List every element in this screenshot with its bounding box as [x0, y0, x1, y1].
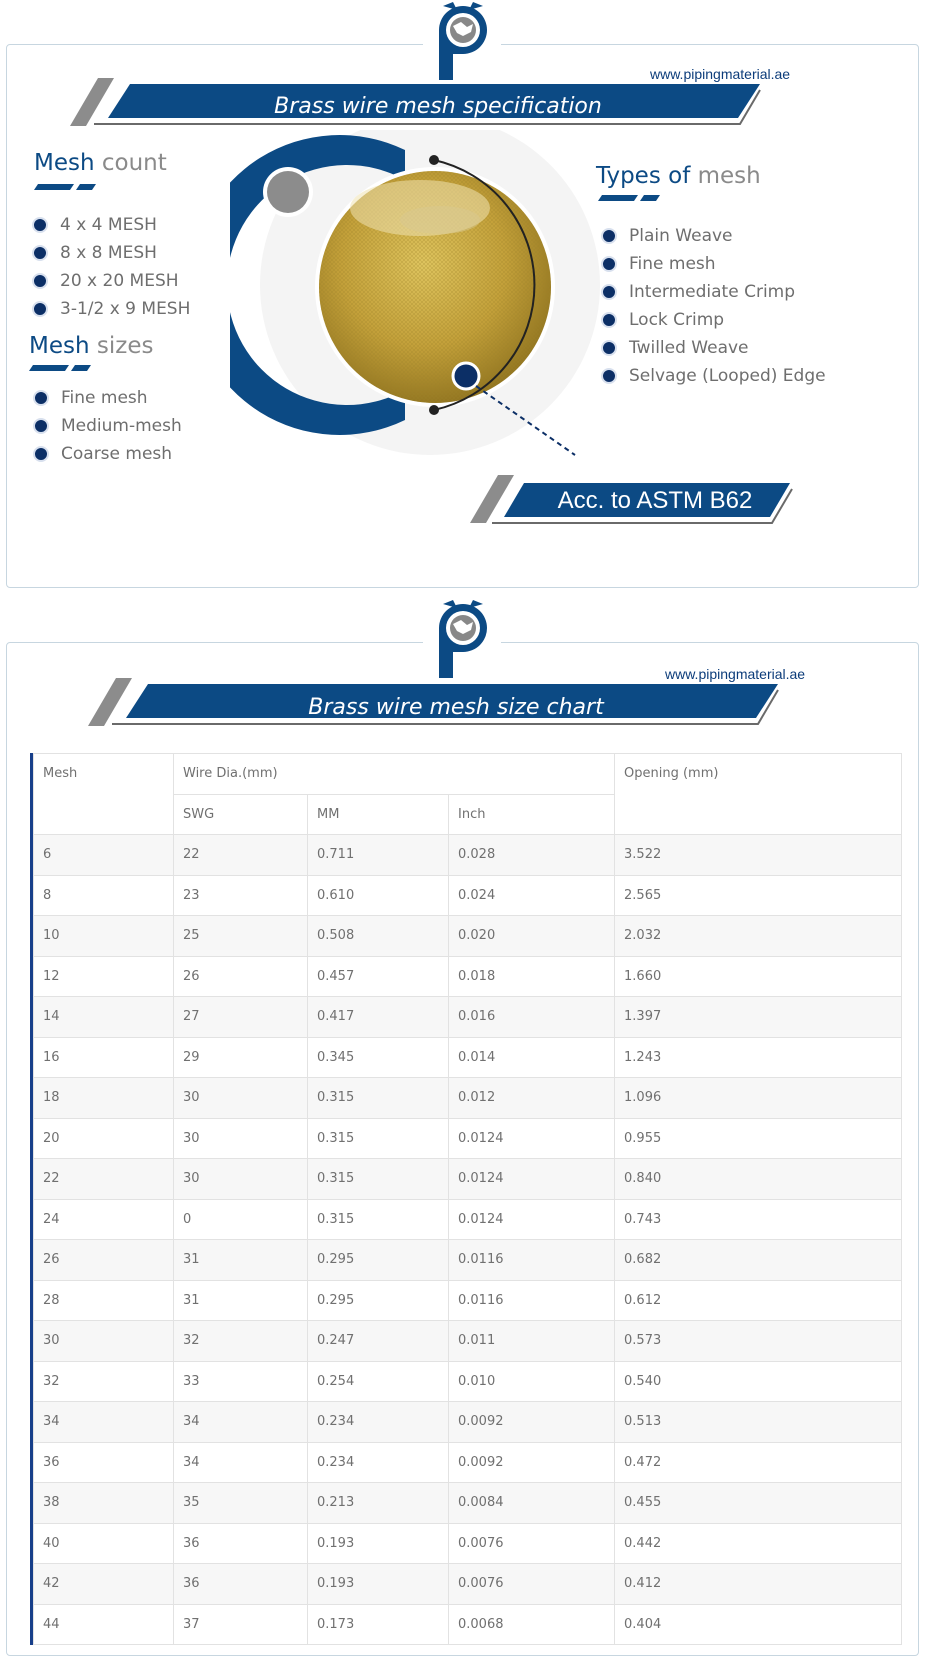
- cell-swg: 36: [174, 1564, 308, 1605]
- cell-mesh: 32: [34, 1361, 174, 1402]
- list-item: Fine mesh: [33, 387, 182, 415]
- cell-inch: 0.012: [449, 1078, 615, 1119]
- bullet-icon: [32, 245, 48, 261]
- cell-inch: 0.011: [449, 1321, 615, 1362]
- list-item: Coarse mesh: [33, 443, 182, 471]
- cell-opening: 0.612: [615, 1280, 902, 1321]
- cell-swg: 31: [174, 1240, 308, 1281]
- list-item: Plain Weave: [601, 225, 826, 253]
- cell-mesh: 40: [34, 1523, 174, 1564]
- cell-mesh: 26: [34, 1240, 174, 1281]
- list-item: 3-1/2 x 9 MESH: [32, 298, 190, 326]
- size-chart-table: [33, 753, 902, 1645]
- cell-swg: 25: [174, 916, 308, 957]
- cell-opening: 0.682: [615, 1240, 902, 1281]
- table-row: [34, 1402, 902, 1443]
- cell-swg: 31: [174, 1280, 308, 1321]
- cell-inch: 0.0124: [449, 1159, 615, 1200]
- cell-opening: 0.513: [615, 1402, 902, 1443]
- header-mm: MM: [308, 794, 449, 835]
- mesh-count-heading-accent: Mesh: [34, 150, 95, 176]
- astm-standard-label: Acc. to ASTM B62: [557, 487, 753, 514]
- mesh-count-underline: [32, 184, 98, 190]
- cell-swg: 30: [174, 1078, 308, 1119]
- cell-inch: 0.0116: [449, 1280, 615, 1321]
- cell-mesh: 44: [34, 1604, 174, 1645]
- list-item: Twilled Weave: [601, 337, 826, 365]
- website-url: www.pipingmaterial.ae: [650, 66, 791, 82]
- table-row: [34, 1037, 902, 1078]
- cell-inch: 0.0116: [449, 1240, 615, 1281]
- cell-swg: 33: [174, 1361, 308, 1402]
- cell-swg: 30: [174, 1118, 308, 1159]
- mesh-sizes-list: [33, 387, 182, 471]
- cell-opening: 0.573: [615, 1321, 902, 1362]
- cell-swg: 34: [174, 1402, 308, 1443]
- cell-opening: 3.522: [615, 835, 902, 876]
- table-row: [34, 1483, 902, 1524]
- cell-swg: 37: [174, 1604, 308, 1645]
- bullet-icon: [32, 273, 48, 289]
- cell-mm: 0.247: [308, 1321, 449, 1362]
- cell-mm: 0.417: [308, 997, 449, 1038]
- cell-mesh: 42: [34, 1564, 174, 1605]
- size-chart-title: Brass wire mesh size chart: [308, 695, 604, 720]
- table-row: [34, 1240, 902, 1281]
- cell-inch: 0.0092: [449, 1442, 615, 1483]
- mesh-sizes-underline: [27, 365, 93, 371]
- header-inch: Inch: [449, 794, 615, 835]
- table-row: [34, 1442, 902, 1483]
- size-chart-body: [34, 835, 902, 1645]
- cell-opening: 1.243: [615, 1037, 902, 1078]
- cell-mesh: 16: [34, 1037, 174, 1078]
- table-row: [34, 1159, 902, 1200]
- cell-mm: 0.193: [308, 1523, 449, 1564]
- cell-mesh: 12: [34, 956, 174, 997]
- cell-inch: 0.0092: [449, 1402, 615, 1443]
- cell-mm: 0.315: [308, 1078, 449, 1119]
- table-row: [34, 1361, 902, 1402]
- list-item: Selvage (Looped) Edge: [601, 365, 826, 393]
- mesh-count-heading-rest: count: [94, 150, 167, 176]
- cell-opening: 2.565: [615, 875, 902, 916]
- cell-mm: 0.315: [308, 1159, 449, 1200]
- bullet-icon: [32, 301, 48, 317]
- cell-mesh: 10: [34, 916, 174, 957]
- cell-inch: 0.016: [449, 997, 615, 1038]
- cell-inch: 0.028: [449, 835, 615, 876]
- cell-swg: 22: [174, 835, 308, 876]
- specification-title: Brass wire mesh specification: [274, 94, 602, 119]
- cell-opening: 0.955: [615, 1118, 902, 1159]
- cell-swg: 23: [174, 875, 308, 916]
- cell-swg: 30: [174, 1159, 308, 1200]
- cell-opening: 1.660: [615, 956, 902, 997]
- list-item: Lock Crimp: [601, 309, 826, 337]
- list-item: 4 x 4 MESH: [32, 214, 190, 242]
- cell-mm: 0.173: [308, 1604, 449, 1645]
- cell-swg: 26: [174, 956, 308, 997]
- cell-mm: 0.315: [308, 1118, 449, 1159]
- header-swg: SWG: [174, 794, 308, 835]
- bullet-icon: [33, 446, 49, 462]
- table-row: [34, 1604, 902, 1645]
- cell-mesh: 18: [34, 1078, 174, 1119]
- cell-opening: 1.397: [615, 997, 902, 1038]
- cell-opening: 0.840: [615, 1159, 902, 1200]
- list-item: Medium-mesh: [33, 415, 182, 443]
- list-item: 20 x 20 MESH: [32, 270, 190, 298]
- brass-mesh-roll-illustration: [230, 130, 630, 470]
- cell-mm: 0.234: [308, 1442, 449, 1483]
- cell-inch: 0.014: [449, 1037, 615, 1078]
- cell-mesh: 14: [34, 997, 174, 1038]
- cell-mm: 0.345: [308, 1037, 449, 1078]
- cell-inch: 0.0076: [449, 1523, 615, 1564]
- types-heading-rest: mesh: [690, 163, 761, 189]
- bullet-icon: [33, 418, 49, 434]
- specification-banner: [70, 78, 806, 134]
- cell-inch: 0.020: [449, 916, 615, 957]
- cell-mm: 0.610: [308, 875, 449, 916]
- mesh-sizes-heading: [29, 333, 153, 359]
- bullet-icon: [33, 390, 49, 406]
- cell-swg: 34: [174, 1442, 308, 1483]
- cell-mesh: 8: [34, 875, 174, 916]
- cell-mm: 0.295: [308, 1280, 449, 1321]
- table-row: [34, 1078, 902, 1119]
- cell-swg: 0: [174, 1199, 308, 1240]
- mesh-sizes-heading-rest: sizes: [89, 333, 154, 359]
- cell-mesh: 30: [34, 1321, 174, 1362]
- cell-mesh: 34: [34, 1402, 174, 1443]
- mesh-count-list: [32, 214, 190, 326]
- cell-mesh: 38: [34, 1483, 174, 1524]
- cell-opening: 0.540: [615, 1361, 902, 1402]
- cell-swg: 35: [174, 1483, 308, 1524]
- cell-mm: 0.508: [308, 916, 449, 957]
- cell-opening: 1.096: [615, 1078, 902, 1119]
- cell-opening: 0.412: [615, 1564, 902, 1605]
- table-row: [34, 956, 902, 997]
- cell-inch: 0.018: [449, 956, 615, 997]
- list-item: Intermediate Crimp: [601, 281, 826, 309]
- cell-swg: 36: [174, 1523, 308, 1564]
- table-row: [34, 875, 902, 916]
- cell-mm: 0.193: [308, 1564, 449, 1605]
- cell-inch: 0.0068: [449, 1604, 615, 1645]
- cell-opening: 0.472: [615, 1442, 902, 1483]
- mesh-sizes-heading-accent: Mesh: [29, 333, 90, 359]
- brand-logo-icon: [423, 0, 501, 82]
- table-row: [34, 1523, 902, 1564]
- table-row: [34, 1118, 902, 1159]
- table-row: [34, 1199, 902, 1240]
- table-row: [34, 1564, 902, 1605]
- cell-swg: 27: [174, 997, 308, 1038]
- cell-mm: 0.457: [308, 956, 449, 997]
- cell-mm: 0.315: [308, 1199, 449, 1240]
- cell-opening: 0.455: [615, 1483, 902, 1524]
- cell-mm: 0.711: [308, 835, 449, 876]
- cell-mesh: 24: [34, 1199, 174, 1240]
- types-heading-accent: Types of: [596, 163, 691, 189]
- cell-inch: 0.024: [449, 875, 615, 916]
- cell-mesh: 6: [34, 835, 174, 876]
- cell-inch: 0.010: [449, 1361, 615, 1402]
- cell-mesh: 20: [34, 1118, 174, 1159]
- table-row: [34, 997, 902, 1038]
- list-item: Fine mesh: [601, 253, 826, 281]
- brand-logo-icon: [423, 598, 501, 680]
- cell-opening: 2.032: [615, 916, 902, 957]
- website-url: www.pipingmaterial.ae: [665, 666, 806, 682]
- header-opening: Opening (mm): [615, 754, 902, 835]
- types-of-mesh-list: [601, 225, 826, 393]
- bullet-icon: [32, 217, 48, 233]
- cell-inch: 0.0084: [449, 1483, 615, 1524]
- list-item: 8 x 8 MESH: [32, 242, 190, 270]
- astm-standard-banner: [470, 475, 820, 531]
- cell-inch: 0.0124: [449, 1199, 615, 1240]
- size-chart-table-container: [30, 753, 901, 1645]
- header-wire-dia: Wire Dia.(mm): [174, 754, 615, 795]
- cell-swg: 32: [174, 1321, 308, 1362]
- table-row: [34, 1280, 902, 1321]
- cell-opening: 0.404: [615, 1604, 902, 1645]
- cell-opening: 0.743: [615, 1199, 902, 1240]
- cell-opening: 0.442: [615, 1523, 902, 1564]
- cell-mesh: 36: [34, 1442, 174, 1483]
- size-chart-banner: [88, 678, 824, 734]
- cell-mm: 0.234: [308, 1402, 449, 1443]
- cell-inch: 0.0124: [449, 1118, 615, 1159]
- mesh-count-heading: [34, 150, 167, 176]
- table-row: [34, 916, 902, 957]
- cell-mm: 0.295: [308, 1240, 449, 1281]
- cell-mesh: 22: [34, 1159, 174, 1200]
- cell-mesh: 28: [34, 1280, 174, 1321]
- cell-inch: 0.0076: [449, 1564, 615, 1605]
- cell-swg: 29: [174, 1037, 308, 1078]
- header-mesh: Mesh: [34, 754, 174, 835]
- cell-mm: 0.254: [308, 1361, 449, 1402]
- table-row: [34, 835, 902, 876]
- table-row: [34, 1321, 902, 1362]
- cell-mm: 0.213: [308, 1483, 449, 1524]
